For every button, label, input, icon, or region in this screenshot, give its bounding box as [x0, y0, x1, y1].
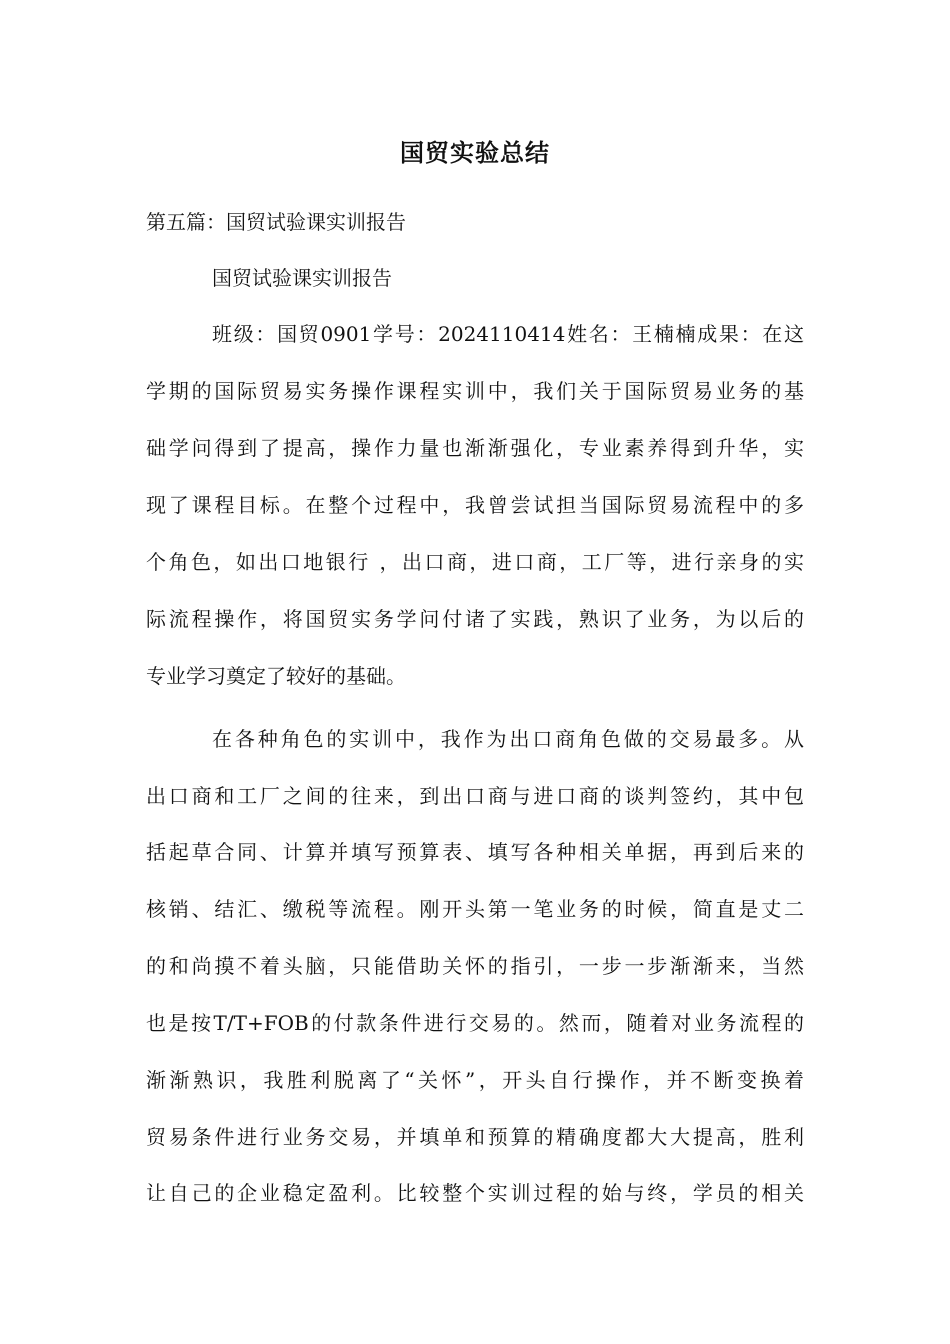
paragraph-1-line-3: 础学问得到了提高，操作力量也渐渐强化，专业素养得到升华，实: [146, 436, 804, 460]
paragraph-1-line-7: 专业学习奠定了较好的基础。: [146, 664, 406, 688]
paragraph-2-line-8: 贸易条件进行业务交易，并填单和预算的精确度都大大提高，胜利: [146, 1125, 804, 1149]
paragraph-2-line-3: 括起草合同、计算并填写预算表、填写各种相关单据，再到后来的: [146, 840, 804, 864]
paragraph-2-line-1: 在各种角色的实训中，我作为出口商角色做的交易最多。从: [212, 727, 804, 751]
paragraph-2-line-9: 让自己的企业稳定盈利。比较整个实训过程的始与终，学员的相关: [146, 1181, 804, 1205]
paragraph-2-line-7: 渐渐熟识，我胜利脱离了“关怀”，开头自行操作，并不断变换着: [146, 1068, 804, 1092]
document-title: 国贸实验总结: [400, 138, 550, 167]
section-heading: 第五篇：国贸试验课实训报告: [146, 210, 406, 234]
sub-heading: 国贸试验课实训报告: [212, 266, 392, 290]
paragraph-1-line-4: 现了课程目标。在整个过程中，我曾尝试担当国际贸易流程中的多: [146, 493, 804, 517]
paragraph-1-line-1: 班级：国贸0901学号：2024110414姓名：王楠楠成果：在这: [212, 322, 804, 346]
paragraph-2-line-2: 出口商和工厂之间的往来，到出口商与进口商的谈判签约，其中包: [146, 784, 804, 808]
paragraph-2-line-5: 的和尚摸不着头脑，只能借助关怀的指引，一步一步渐渐来，当然: [146, 954, 804, 978]
paragraph-2-line-6: 也是按T/T+FOB的付款条件进行交易的。然而，随着对业务流程的: [146, 1011, 804, 1035]
paragraph-1-line-5: 个角色，如出口地银行 ，出口商，进口商，工厂等，进行亲身的实: [146, 550, 804, 574]
paragraph-2-line-4: 核销、结汇、缴税等流程。刚开头第一笔业务的时候，简直是丈二: [146, 897, 804, 921]
paragraph-1-line-2: 学期的国际贸易实务操作课程实训中，我们关于国际贸易业务的基: [146, 379, 804, 403]
paragraph-1-line-6: 际流程操作，将国贸实务学问付诸了实践，熟识了业务，为以后的: [146, 607, 804, 631]
